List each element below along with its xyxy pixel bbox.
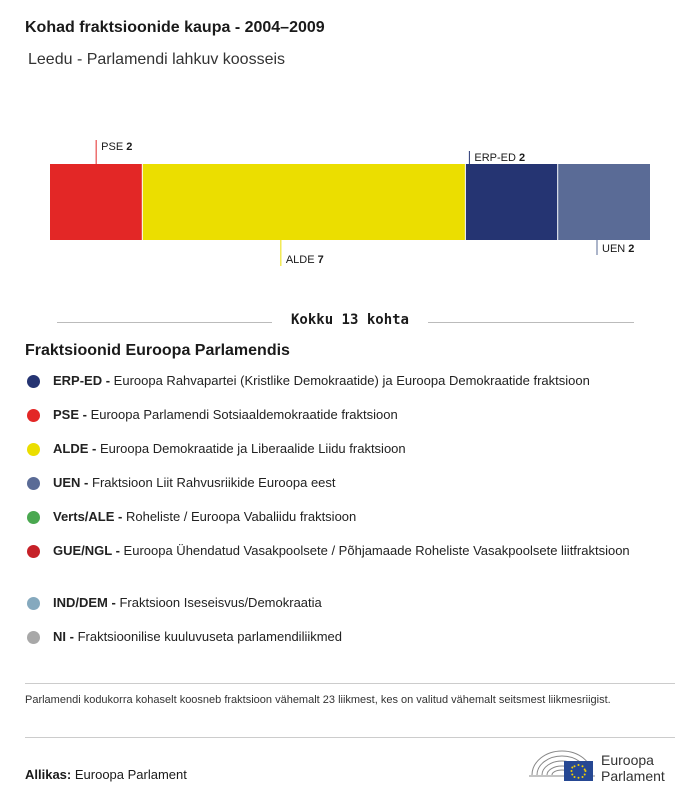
- legend-abbr: ALDE -: [53, 441, 97, 456]
- legend-abbr: IND/DEM -: [53, 595, 116, 610]
- legend-text: Roheliste / Euroopa Vabaliidu fraktsioon: [122, 509, 357, 524]
- chart-title: Kohad fraktsioonide kaupa - 2004–2009: [25, 19, 325, 36]
- legend-text: Fraktsioonilise kuuluvuseta parlamendiliikmed: [73, 629, 343, 644]
- legend-swatch: [27, 597, 40, 610]
- seat-chart: [0, 130, 700, 275]
- total-seats-label: Kokku 13 kohta: [0, 312, 700, 328]
- legend-abbr: NI -: [53, 629, 74, 644]
- legend-text: Euroopa Demokraatide ja Liberaalide Liidu fraktsioon: [96, 441, 406, 456]
- legend-swatch: [27, 545, 40, 558]
- legend-swatch: [27, 631, 40, 644]
- legend-text: Euroopa Ühendatud Vasakpoolsete / Põhjamaade Roheliste Vasakpoolsete liitfraktsioon: [119, 543, 630, 558]
- legend-swatch: [27, 477, 40, 490]
- legend-swatch: [27, 443, 40, 456]
- bar-label-erp-ed: ERP-ED 2: [474, 152, 526, 164]
- logo-wordmark: Euroopa Parlament: [601, 752, 665, 784]
- legend-item: [25, 542, 693, 560]
- legend-swatch: [27, 375, 40, 388]
- legend-abbr: ERP-ED -: [53, 373, 111, 388]
- legend-title: Fraktsioonid Euroopa Parlamendis: [25, 342, 290, 359]
- chart-subtitle: Leedu - Parlamendi lahkuv koosseis: [28, 51, 286, 68]
- legend-text: Fraktsioon Liit Rahvusriikide Euroopa eest: [88, 475, 336, 490]
- legend-abbr: UEN -: [53, 475, 89, 490]
- legend-item: [25, 440, 693, 458]
- footnote-divider-top: [25, 683, 675, 684]
- bar-segment-erp-ed: [465, 164, 557, 240]
- legend-abbr: PSE -: [53, 407, 87, 422]
- legend-text: Euroopa Parlamendi Sotsiaaldemokraatide fraktsioon: [86, 407, 398, 422]
- legend-item: [25, 474, 693, 492]
- bar-label-uen: UEN 2: [602, 243, 635, 255]
- legend-text: Fraktsioon Iseseisvus/Demokraatia: [115, 595, 322, 610]
- legend-text: Euroopa Rahvapartei (Kristlike Demokraatide) ja Euroopa Demokraatide fraktsioon: [110, 373, 590, 388]
- source: Allikas: Euroopa Parlament: [25, 767, 187, 782]
- footnote-divider-bottom: [25, 737, 675, 738]
- bar-segment-pse: [50, 164, 142, 240]
- footnote: Parlamendi kodukorra kohaselt koosneb fraktsioon vähemalt 23 liikmest, kes on valitud vähemalt seitsmest liikmesriigist.: [25, 694, 611, 706]
- bar-segment-uen: [558, 164, 650, 240]
- bar-label-alde: ALDE 7: [285, 254, 324, 266]
- bar-segment-alde: [142, 164, 465, 240]
- legend-item: [25, 372, 693, 390]
- legend-abbr: GUE/NGL -: [53, 543, 120, 558]
- legend-swatch: [27, 409, 40, 422]
- legend-item: [25, 508, 693, 526]
- legend-abbr: Verts/ALE -: [53, 509, 123, 524]
- bar-label-pse: PSE 2: [101, 141, 133, 153]
- legend-swatch: [27, 511, 40, 524]
- legend-item: [25, 594, 693, 612]
- legend-item: [25, 406, 693, 424]
- legend-item: [25, 628, 693, 646]
